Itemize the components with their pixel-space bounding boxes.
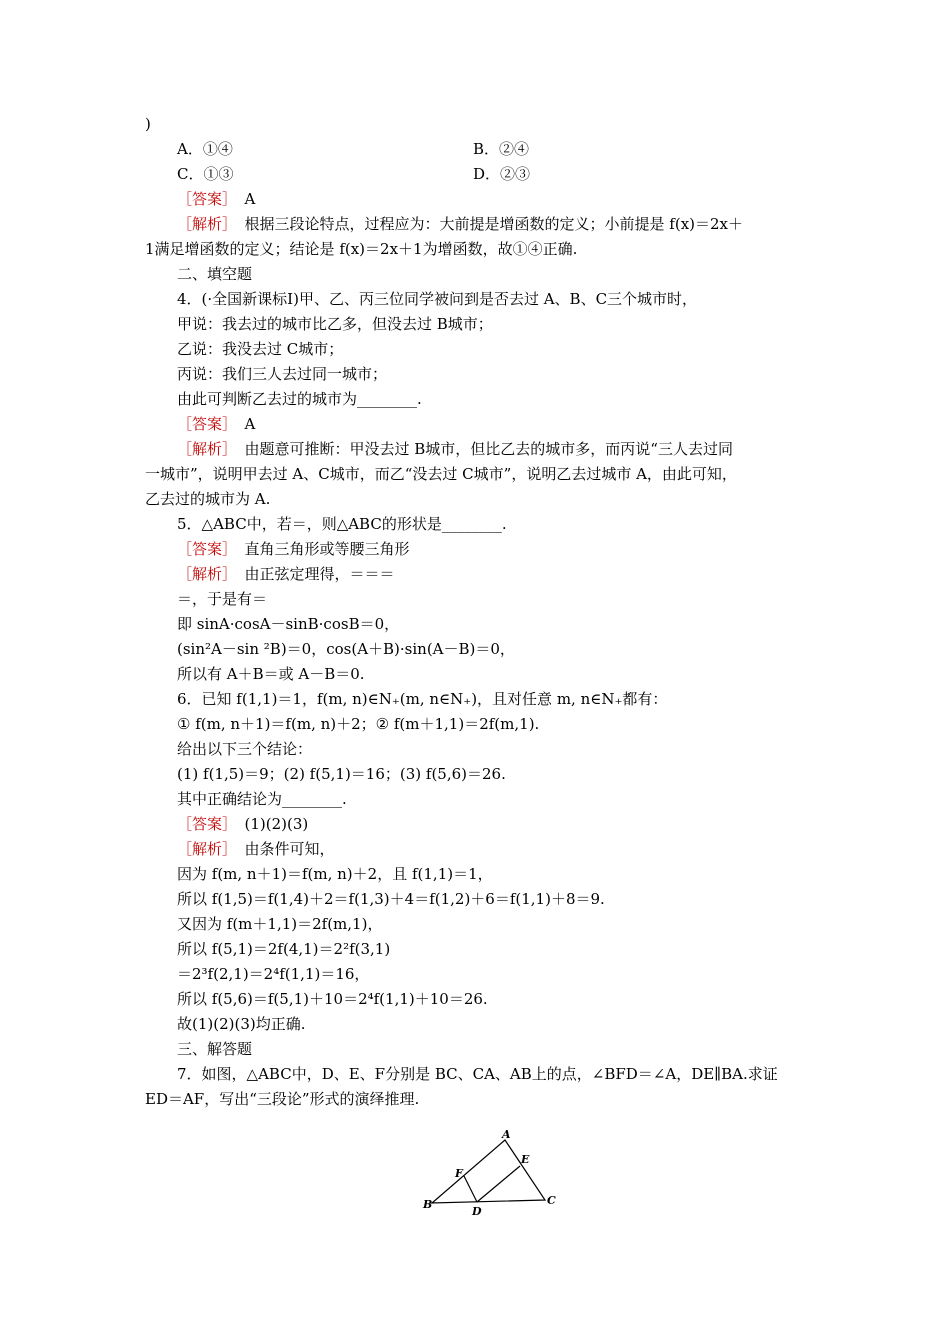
section-tag: ［解析］ (177, 215, 230, 233)
text-line (177, 839, 335, 859)
line-text: 由正弦定理得，＝＝＝ (229, 565, 395, 583)
text-line (177, 614, 399, 634)
section-tag: ［解析］ (177, 565, 230, 583)
line-text: 其中正确结论为________. (177, 790, 347, 808)
line-text: 由此可判断乙去过的城市为________. (177, 390, 422, 408)
text-line (145, 464, 737, 484)
line-text: A．①④ (177, 140, 233, 158)
line-text: 即 sinA·cosA－sinB·cosB＝0， (177, 615, 400, 633)
segment-de (477, 1166, 520, 1202)
text-line (177, 714, 539, 734)
line-text: 所以 f(1,5)＝f(1,4)＋2＝f(1,3)＋4＝f(1,2)＋6＝f(1,1)＋8＝9. (177, 890, 605, 908)
text-line (177, 889, 605, 909)
line-text: 由条件可知， (229, 840, 335, 858)
text-line (177, 939, 390, 959)
line-text: ED＝AF，写出“三段论”形式的演绎推理. (145, 1090, 420, 1108)
text-line (145, 239, 577, 259)
line-text: 丙说：我们三人去过同一城市； (177, 365, 388, 383)
label-a: A (502, 1128, 511, 1141)
line-text: 乙去过的城市为 A. (145, 490, 271, 508)
line-text: 三、解答题 (177, 1040, 253, 1058)
line-text: 5．△ABC中，若＝，则△ABC的形状是________. (177, 515, 507, 533)
text-line (177, 639, 515, 659)
text-line (177, 439, 733, 459)
section-tag: ［答案］ (177, 815, 230, 833)
section-tag: ［答案］ (177, 415, 230, 433)
line-text: 乙说：我没去过 C城市； (177, 340, 344, 358)
segment-fd (464, 1176, 477, 1202)
line-text: 又因为 f(m＋1,1)＝2f(m,1)， (177, 915, 383, 933)
line-text: (1)(2)(3) (229, 815, 309, 833)
text-line (177, 339, 343, 359)
text-line (177, 864, 493, 884)
line-text: (sin²A－sin ²B)＝0，cos(A＋B)·sin(A－B)＝0， (177, 640, 515, 658)
line-text: 甲说：我去过的城市比乙多，但没去过 B城市； (177, 315, 493, 333)
label-d: D (472, 1205, 482, 1216)
line-text: 所以 f(5,1)＝2f(4,1)＝2²f(3,1) (177, 940, 391, 958)
line-text: ＝2³f(2,1)＝2⁴f(1,1)＝16， (177, 965, 370, 983)
line-text: ＝，于是有＝ (177, 590, 268, 608)
section-tag: ［答案］ (177, 540, 230, 558)
text-line (177, 989, 488, 1009)
text-line (177, 964, 369, 984)
line-text: 故(1)(2)(3)均正确. (177, 1015, 306, 1033)
line-text: ) (145, 115, 151, 133)
line-text: (1) f(1,5)＝9；(2) f(5,1)＝16；(3) f(5,6)＝26. (177, 765, 506, 783)
line-text: 所以 f(5,6)＝f(5,1)＋10＝2⁴f(1,1)＋10＝26. (177, 990, 488, 1008)
line-text: C．①③ (177, 165, 234, 183)
line-text: 根据三段论特点，过程应为：大前提是增函数的定义；小前提是 f(x)＝2x＋ (229, 215, 744, 233)
line-text: D．②③ (473, 165, 531, 183)
line-text: 6．已知 f(1,1)＝1，f(m, n)∈N₊(m, n∈N₊)，且对任意 m, n∈N₊都有： (177, 690, 668, 708)
text-line (177, 139, 233, 159)
line-text: A (229, 415, 256, 433)
text-line (177, 189, 255, 209)
text-line (177, 789, 347, 809)
line-text: 二、填空题 (177, 265, 253, 283)
text-line (177, 589, 267, 609)
text-line (145, 1089, 419, 1109)
text-line (177, 364, 387, 384)
text-line (145, 114, 151, 134)
triangle-figure (420, 1128, 560, 1216)
section-tag: ［解析］ (177, 840, 230, 858)
line-text: B．②④ (473, 140, 530, 158)
text-line (177, 914, 382, 934)
line-text: 4．(·全国新课标Ⅰ)甲、乙、丙三位同学被问到是否去过 A、B、C三个城市时， (177, 290, 698, 308)
line-text: 7．如图，△ABC中，D、E、F分别是 BC、CA、AB上的点，∠BFD＝∠A，DE∥BA.求证 (177, 1065, 778, 1083)
section-tag: ［答案］ (177, 190, 230, 208)
text-line (177, 664, 365, 684)
text-line (145, 489, 270, 509)
text-line (177, 1064, 778, 1084)
text-line (177, 539, 410, 559)
section-tag: ［解析］ (177, 440, 230, 458)
text-line (177, 289, 697, 309)
line-text: 一城市”，说明甲去过 A、C城市，而乙“没去过 C城市”，说明乙去过城市 A，由此可知， (145, 465, 737, 483)
text-line (177, 164, 233, 184)
text-line (177, 314, 493, 334)
line-text: 直角三角形或等腰三角形 (229, 540, 410, 558)
line-text: 给出以下三个结论： (177, 740, 313, 758)
label-b: B (423, 1198, 433, 1211)
text-line (177, 514, 507, 534)
text-line (473, 139, 529, 159)
text-line (177, 264, 252, 284)
text-line (177, 564, 395, 584)
label-f: F (455, 1167, 463, 1180)
label-c: C (547, 1194, 556, 1207)
line-text: 因为 f(m, n＋1)＝f(m, n)＋2，且 f(1,1)＝1， (177, 865, 493, 883)
triangle-abc (432, 1140, 545, 1203)
text-line (177, 414, 255, 434)
text-line (177, 739, 312, 759)
text-line (473, 164, 530, 184)
line-text: 1满足增函数的定义；结论是 f(x)＝2x＋1为增函数，故①④正确. (145, 240, 578, 258)
line-text: 由题意可推断：甲没去过 B城市，但比乙去的城市多，而丙说“三人去过同 (229, 440, 733, 458)
line-text: 所以有 A＋B＝或 A－B＝0. (177, 665, 365, 683)
text-line (177, 1039, 252, 1059)
label-e: E (521, 1153, 530, 1166)
text-line (177, 389, 422, 409)
line-text: A (229, 190, 256, 208)
line-text: ① f(m, n＋1)＝f(m, n)＋2；② f(m＋1,1)＝2f(m,1). (177, 715, 540, 733)
text-line (177, 814, 308, 834)
text-line (177, 1014, 306, 1034)
text-line (177, 689, 667, 709)
text-line (177, 764, 506, 784)
text-line (177, 214, 743, 234)
